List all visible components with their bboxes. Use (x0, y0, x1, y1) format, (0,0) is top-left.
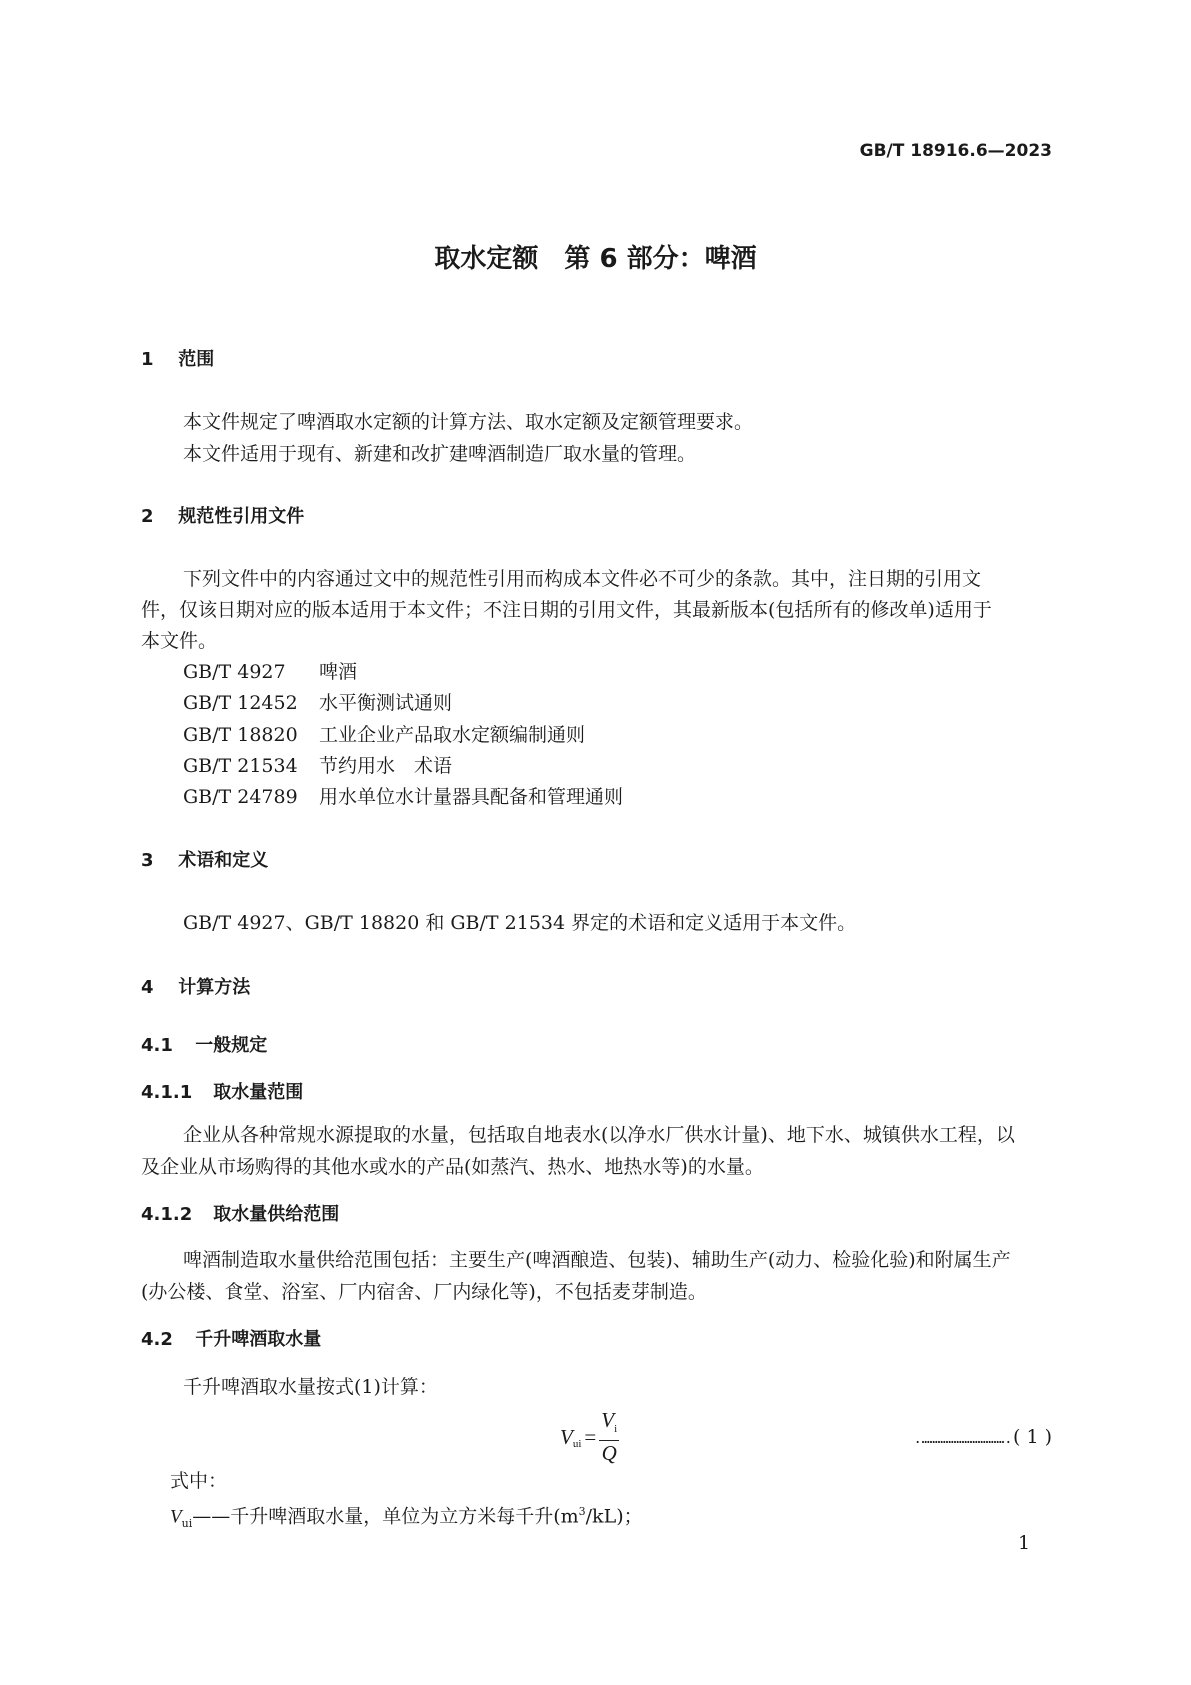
reference-item: GB/T 21534 节约用水 术语 (183, 755, 453, 777)
reference-item: GB/T 24789 用水单位水计量器具配备和管理通则 (183, 786, 624, 808)
formula-lhs-sub: ui (572, 1438, 582, 1450)
where-intro: 式中： (170, 1470, 228, 1492)
paragraph-line: 企业从各种常规水源提取的水量，包括取自地表水(以净水厂供水计量)、地下水、城镇供水工程，以 (183, 1124, 1015, 1146)
section-4-1-heading: 4.1 一般规定 (141, 1035, 268, 1056)
section-4-2-heading: 4.2 千升啤酒取水量 (141, 1329, 322, 1350)
paragraph-line: 件，仅该日期对应的版本适用于本文件；不注日期的引用文件，其最新版本(包括所有的修改单)适用于 (141, 599, 992, 621)
paragraph-line: (办公楼、食堂、浴室、厂内宿舍、厂内绿化等)，不包括麦芽制造。 (141, 1281, 707, 1303)
denominator: Q (601, 1441, 617, 1466)
formula-1 (560, 1407, 619, 1466)
section-1-heading: 1 范围 (141, 349, 215, 370)
paragraph-line: 及企业从市场购得的其他水或水的产品(如蒸汽、热水、地热水等)的水量。 (141, 1156, 764, 1178)
fraction (599, 1409, 619, 1465)
paragraph-line: 千升啤酒取水量按式(1)计算： (183, 1376, 438, 1398)
document-title: 取水定额 第 6 部分：啤酒 (434, 244, 757, 274)
section-4-1-1-heading: 4.1.1 取水量范围 (141, 1082, 304, 1103)
paragraph-line: 下列文件中的内容通过文中的规范性引用而构成本文件必不可少的条款。其中，注日期的引用文 (183, 568, 982, 590)
paragraph-line: GB/T 4927、GB/T 18820 和 GB/T 21534 界定的术语和定义适用于本文件。 (183, 912, 857, 934)
section-3-heading: 3 术语和定义 (141, 850, 269, 871)
section-4-1-2-heading: 4.1.2 取水量供给范围 (141, 1204, 340, 1225)
paragraph-line: 本文件适用于现有、新建和改扩建啤酒制造厂取水量的管理。 (183, 443, 697, 465)
reference-item: GB/T 18820 工业企业产品取水定额编制通则 (183, 724, 586, 746)
formula-leader: …………………………… (915, 1428, 1003, 1447)
page-number: 1 (1018, 1532, 1031, 1554)
standard-number: GB/T 18916.6—2023 (859, 141, 1052, 161)
reference-item: GB/T 12452 水平衡测试通则 (183, 692, 453, 714)
formula-number (915, 1425, 1052, 1450)
formula-label: ( 1 ) (1013, 1426, 1052, 1448)
formula-lhs: V (560, 1424, 573, 1449)
paragraph-line: 本文件规定了啤酒取水定额的计算方法、取水定额及定额管理要求。 (183, 411, 754, 433)
reference-item: GB/T 4927 啤酒 (183, 661, 358, 683)
formula-equals: = (584, 1424, 597, 1449)
paragraph-line: 本文件。 (141, 630, 218, 652)
numerator: V (601, 1407, 615, 1432)
variable-definition: $V_{ui}——$千升啤酒取水量，单位为立方米每千升$(m^3/kL)$； (170, 1505, 643, 1531)
paragraph-line: 啤酒制造取水量供给范围包括：主要生产(啤酒酿造、包装)、辅助生产(动力、检验化验)和附属生产 (183, 1249, 1011, 1271)
section-4-heading: 4 计算方法 (141, 977, 251, 998)
numerator-sub: i (614, 1423, 618, 1436)
section-2-heading: 2 规范性引用文件 (141, 506, 305, 527)
